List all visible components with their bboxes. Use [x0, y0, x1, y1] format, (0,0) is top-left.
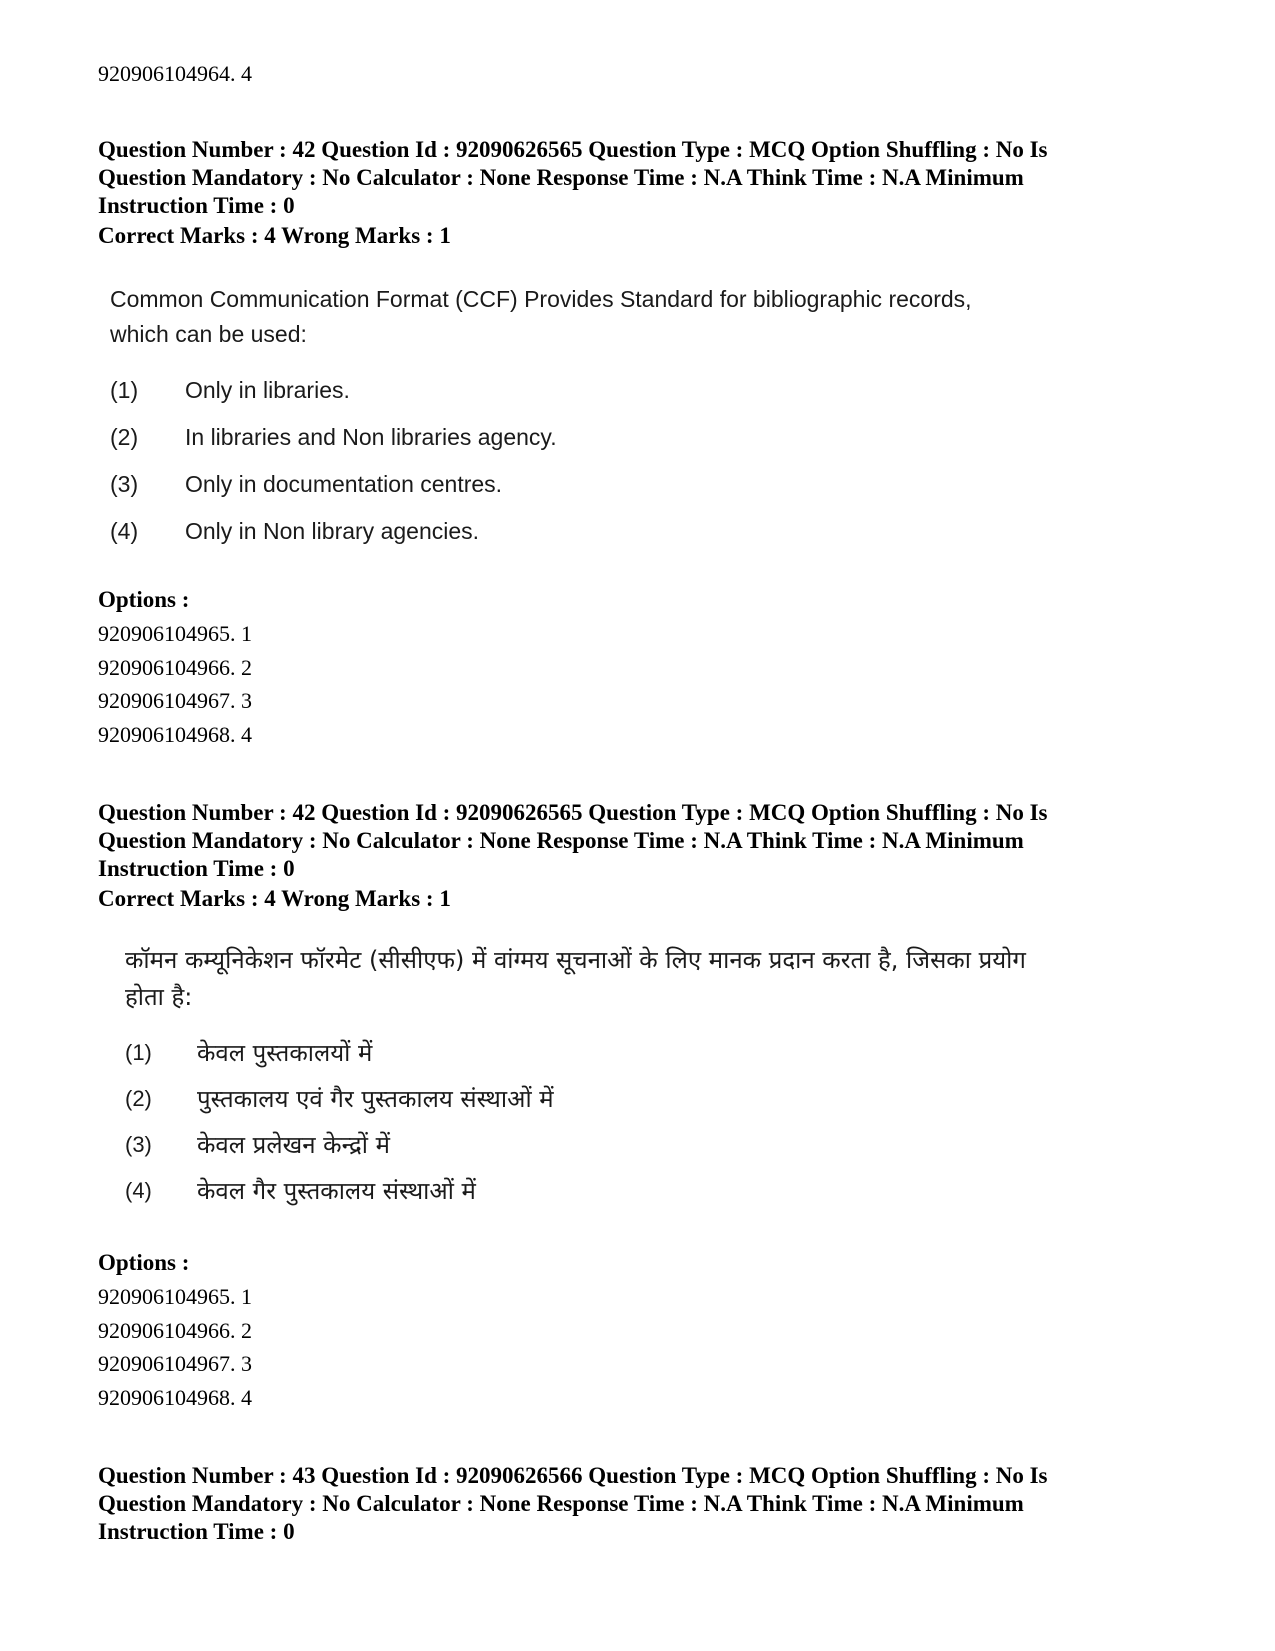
option-text: In libraries and Non libraries agency. [185, 424, 557, 450]
option-id-list [98, 1280, 252, 1414]
option-number: (4) [110, 518, 139, 544]
option-id-list [98, 617, 252, 751]
question-stem-line: होता है: [125, 983, 193, 1011]
option-id: 920906104966. 2 [98, 1317, 252, 1343]
question-header-line: Instruction Time : 0 [98, 1519, 295, 1544]
option-number: (2) [125, 1086, 152, 1111]
question-option [110, 367, 1120, 414]
option-text: केवल गैर पुस्तकालय संस्थाओं में [197, 1177, 476, 1205]
option-text: Only in Non library agencies. [185, 518, 480, 544]
question-stem-line: कॉमन कम्यूनिकेशन फॉरमेट (सीसीएफ) में वांग्मय सूचनाओं के लिए मानक प्रदान करता है, जिसका प्रयोग [125, 946, 1026, 974]
option-id: 920906104968. 4 [98, 1384, 252, 1410]
option-id: 920906104967. 3 [98, 688, 252, 713]
question-header-line: Question Mandatory : No Calculator : None Response Time : N.A Think Time : N.A Minimum [98, 828, 1024, 853]
option-id: 920906104965. 1 [98, 621, 252, 646]
marks-line: Correct Marks : 4 Wrong Marks : 1 [98, 223, 451, 248]
option-id: 920906104968. 4 [98, 721, 252, 747]
question-header [98, 136, 1138, 220]
question-stem-line: which can be used: [110, 321, 307, 347]
question-option [125, 1076, 1125, 1122]
question-body [125, 942, 1125, 1214]
option-id: 920906104965. 1 [98, 1284, 252, 1309]
option-number: (3) [110, 471, 139, 497]
question-header-line: Instruction Time : 0 [98, 193, 295, 218]
option-text: Only in libraries. [185, 377, 350, 403]
option-text: केवल प्रलेखन केन्द्रों में [197, 1131, 390, 1159]
option-id: 920906104966. 2 [98, 654, 252, 680]
question-header-line: Question Mandatory : No Calculator : None Response Time : N.A Think Time : N.A Minimum [98, 165, 1024, 190]
question-header [98, 1462, 1138, 1546]
option-number: (3) [125, 1132, 152, 1157]
option-text: केवल पुस्तकालयों में [197, 1039, 373, 1067]
options-label: Options : [98, 587, 190, 612]
question-header-line: Instruction Time : 0 [98, 856, 295, 881]
question-stem-line: Common Communication Format (CCF) Provides Standard for bibliographic records, [110, 286, 972, 312]
option-id: 920906104967. 3 [98, 1351, 252, 1376]
question-header [98, 799, 1138, 883]
question-header-line: Question Mandatory : No Calculator : None Response Time : N.A Think Time : N.A Minimum [98, 1491, 1024, 1516]
question-header-line: Question Number : 42 Question Id : 92090626565 Question Type : MCQ Option Shuffling : No Is [98, 137, 1048, 162]
marks-line: Correct Marks : 4 Wrong Marks : 1 [98, 886, 451, 911]
question-option [110, 508, 1120, 555]
option-number: (2) [110, 424, 139, 450]
option-number: (4) [125, 1178, 152, 1203]
question-option [110, 414, 1120, 461]
question-option [125, 1122, 1125, 1168]
question-stem [125, 942, 1125, 1016]
question-stem [110, 282, 1120, 352]
option-text: Only in documentation centres. [185, 471, 503, 497]
question-header-line: Question Number : 43 Question Id : 92090626566 Question Type : MCQ Option Shuffling : No Is [98, 1463, 1048, 1488]
option-number: (1) [125, 1040, 152, 1065]
previous-option-line: 920906104964. 4 [98, 61, 252, 86]
question-body [110, 282, 1120, 555]
question-header-line: Question Number : 42 Question Id : 92090626565 Question Type : MCQ Option Shuffling : No Is [98, 800, 1048, 825]
option-text: पुस्तकालय एवं गैर पुस्तकालय संस्थाओं में [197, 1085, 554, 1113]
question-option [125, 1168, 1125, 1214]
question-option [125, 1030, 1125, 1076]
question-option [110, 461, 1120, 508]
option-number: (1) [110, 377, 139, 403]
options-label: Options : [98, 1250, 190, 1275]
